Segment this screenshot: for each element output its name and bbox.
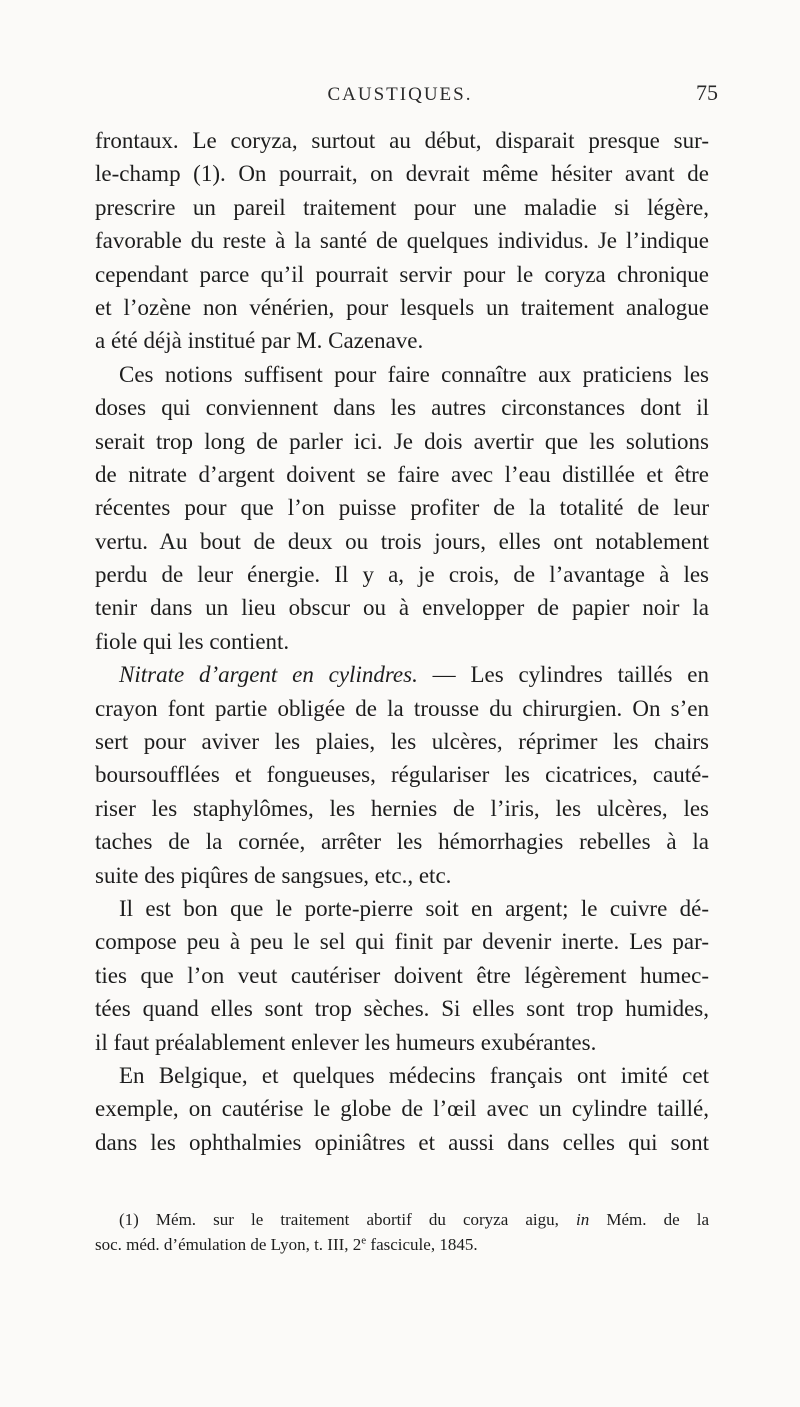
text-line: dans les ophthalmies opiniâtres et aussi dans celles qui sont <box>95 1129 709 1155</box>
text-line: Nitrate d’argent en cylindres. — Les cylindres taillés en <box>119 662 709 688</box>
text-line: de nitrate d’argent doivent se faire avec l’eau distillée et être <box>95 461 709 487</box>
text-line: boursoufflées et fongueuses, régulariser les cicatrices, cauté- <box>95 762 709 788</box>
text-line: vertu. Au bout de deux ou trois jours, elles ont notablement <box>95 528 709 554</box>
text-line: cependant parce qu’il pourrait servir pour le coryza chronique <box>95 261 709 287</box>
footnote-line: soc. méd. d’émulation de Lyon, t. III, 2e fascicule, 1845. <box>95 1234 478 1254</box>
running-title: CAUSTIQUES. <box>327 84 473 105</box>
running-header <box>0 80 800 112</box>
text-line: le-champ (1). On pourrait, on devrait même hésiter avant de <box>95 161 709 187</box>
text-line: crayon font partie obligée de la trousse du chirurgien. On s’en <box>95 695 709 721</box>
text-line: a été déjà institué par M. Cazenave. <box>95 328 424 354</box>
text-line: compose peu à peu le sel qui finit par devenir inerte. Les par- <box>95 929 709 955</box>
text-line: il faut préalablement enlever les humeurs exubérantes. <box>95 1029 597 1055</box>
text-line: exemple, on cautérise le globe de l’œil avec un cylindre taillé, <box>95 1096 709 1122</box>
text-line: En Belgique, et quelques médecins français ont imité cet <box>119 1062 709 1088</box>
text-line: tées quand elles sont trop sèches. Si elles sont trop humides, <box>95 996 709 1022</box>
text-line: tenir dans un lieu obscur ou à envelopper de papier noir la <box>95 595 709 621</box>
footnotes <box>95 1207 709 1257</box>
text-line: récentes pour que l’on puisse profiter de la totalité de leur <box>95 495 709 521</box>
text-line: perdu de leur énergie. Il y a, je crois, de l’avantage à les <box>95 562 709 588</box>
text-line: sert pour aviver les plaies, les ulcères, réprimer les chairs <box>95 729 709 755</box>
text-line: doses qui conviennent dans les autres circonstances dont il <box>95 395 709 421</box>
text-line: et l’ozène non vénérien, pour lesquels un traitement analogue <box>95 294 709 320</box>
text-line: riser les staphylômes, les hernies de l’iris, les ulcères, les <box>95 795 709 821</box>
footnote-line: (1) Mém. sur le traitement abortif du coryza aigu, in Mém. de la <box>119 1210 709 1229</box>
text-line: Ces notions suffisent pour faire connaître aux praticiens les <box>119 361 709 387</box>
text-line: fiole qui les contient. <box>95 628 290 654</box>
text-line: ties que l’on veut cautériser doivent être légèrement humec- <box>95 962 709 988</box>
page-number: 75 <box>696 80 718 105</box>
text-line: suite des piqûres de sangsues, etc., etc. <box>95 862 452 888</box>
text-line: favorable du reste à la santé de quelques individus. Je l’indique <box>95 228 709 254</box>
section-heading: Nitrate d’argent en cylindres. <box>119 662 418 688</box>
text-line: frontaux. Le coryza, surtout au début, disparait presque sur- <box>95 128 709 153</box>
text-line: prescrire un pareil traitement pour une maladie si légère, <box>95 194 709 220</box>
text-line: taches de la cornée, arrêter les hémorrhagies rebelles à la <box>95 829 709 855</box>
text-line: Il est bon que le porte-pierre soit en argent; le cuivre dé- <box>119 895 709 921</box>
body-text <box>95 124 709 1159</box>
text-line: serait trop long de parler ici. Je dois avertir que les solutions <box>95 428 709 454</box>
